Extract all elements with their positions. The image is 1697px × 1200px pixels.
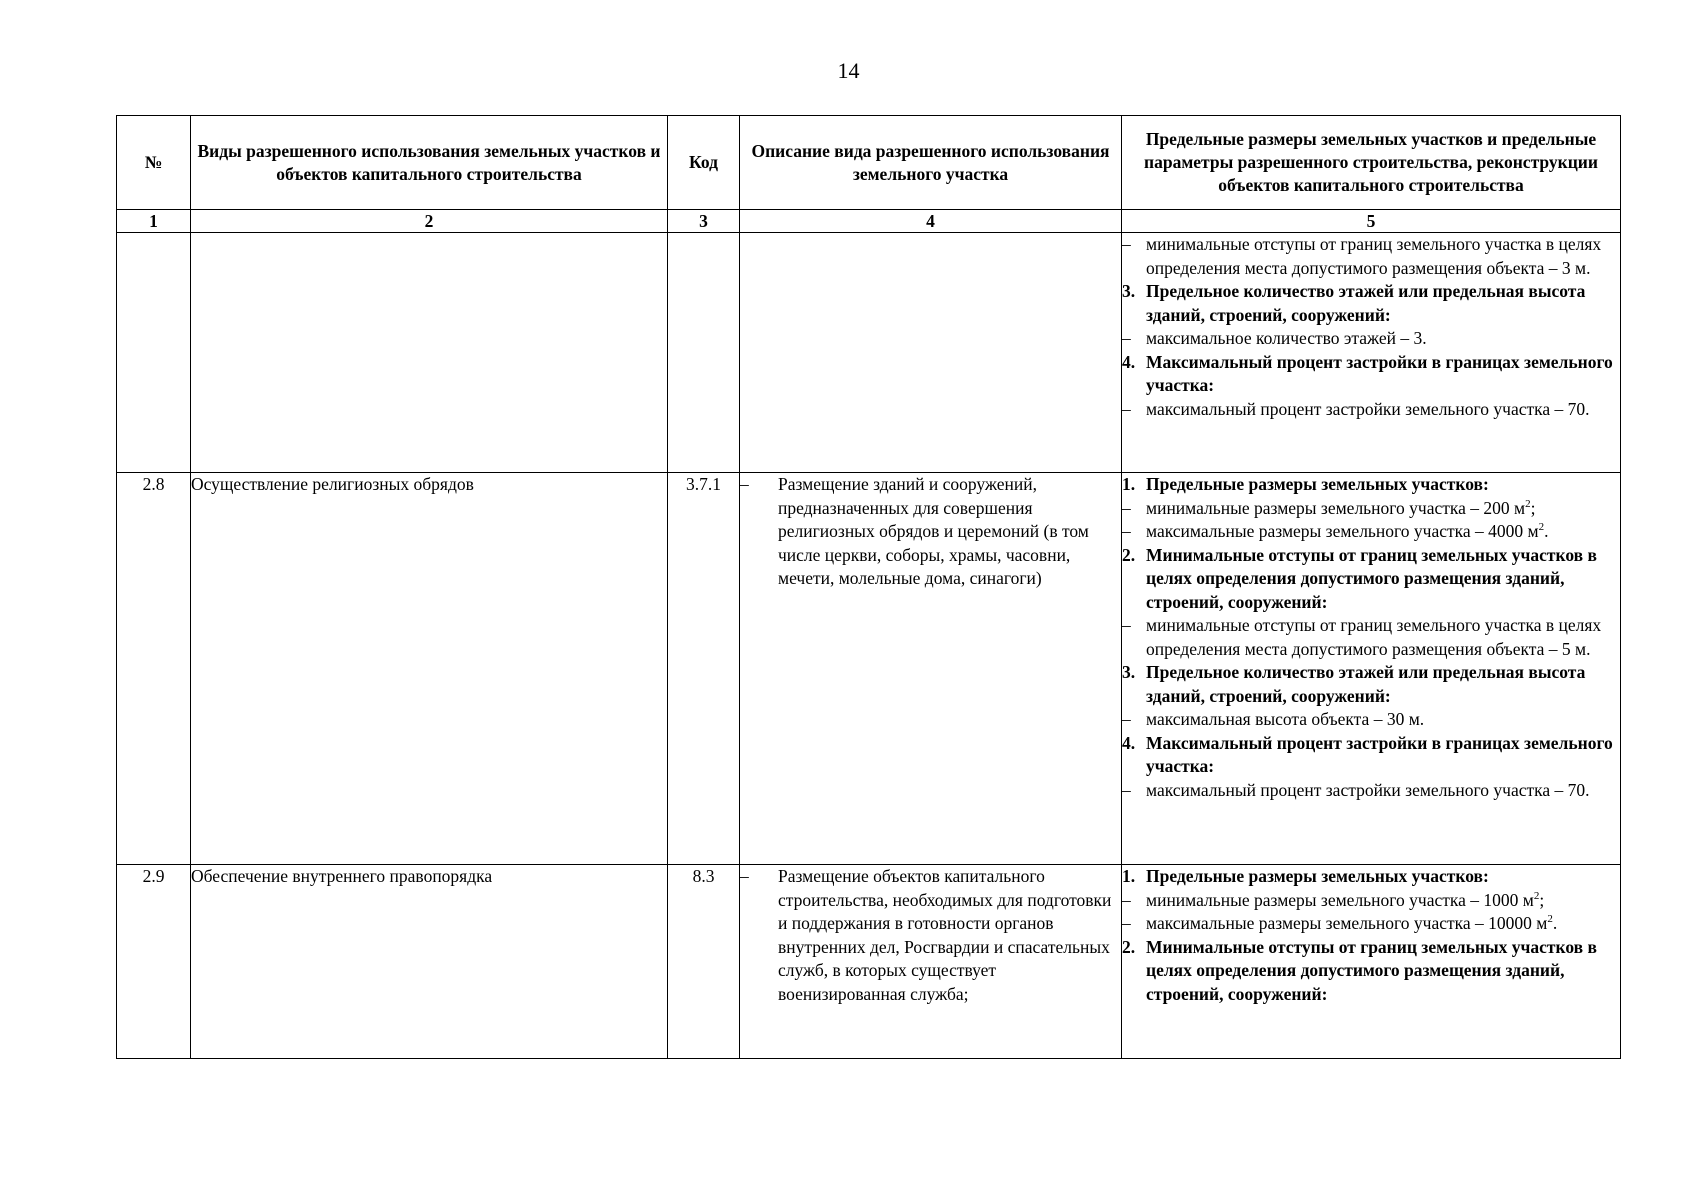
header-description: Описание вида разрешенного использования земельного участка <box>740 116 1122 210</box>
punctuation: ; <box>1539 889 1545 910</box>
parameter-text: Предельные размеры земельных участков: <box>1146 474 1489 494</box>
item-marker: 4. <box>1122 351 1136 372</box>
use-code: 8.3 <box>668 865 740 1059</box>
parameter-text: Предельное количество этажей или предельная высота зданий, строений, сооружений: <box>1146 662 1586 706</box>
parameter-item <box>1122 544 1620 615</box>
parameter-text: Предельные размеры земельных участков: <box>1146 866 1489 886</box>
parameter-item <box>1122 398 1620 422</box>
table-body <box>117 233 1621 1059</box>
parameter-text: максимальная высота объекта – 30 м. <box>1146 709 1425 729</box>
parameter-text: минимальные размеры земельного участка – 1000 м <box>1146 889 1534 910</box>
parameter-item <box>1122 936 1620 1007</box>
parameter-item <box>1122 661 1620 708</box>
superscript: 2 <box>1547 913 1553 925</box>
item-marker: 2. <box>1122 544 1136 565</box>
item-marker: 2. <box>1122 936 1136 957</box>
parameter-text: Предельное количество этажей или предельная высота зданий, строений, сооружений: <box>1146 281 1586 325</box>
parameter-item <box>1122 497 1620 521</box>
table-row <box>117 473 1621 865</box>
item-marker: – <box>1122 779 1131 800</box>
item-marker: – <box>1122 497 1131 518</box>
header-number: № <box>117 116 191 210</box>
parameter-item <box>1122 473 1620 497</box>
superscript: 2 <box>1538 521 1545 533</box>
item-marker: – <box>1122 615 1131 635</box>
parameter-text: Максимальный процент застройки в границах земельного участка: <box>1146 351 1613 395</box>
parameter-text: максимальный процент застройки земельного участка – 70. <box>1146 779 1590 800</box>
punctuation: . <box>1552 913 1558 933</box>
parameter-text: максимальные размеры земельного участка – 4000 м <box>1146 521 1539 541</box>
item-marker: – <box>1122 234 1131 254</box>
parameter-item <box>1122 912 1620 936</box>
table-row <box>117 233 1621 473</box>
superscript: 2 <box>1525 497 1531 510</box>
item-marker: – <box>1122 398 1131 419</box>
dash-marker: – <box>740 866 749 886</box>
item-marker: 4. <box>1122 732 1136 753</box>
row-number <box>117 233 191 473</box>
use-code <box>668 233 740 473</box>
parameter-item <box>1122 732 1620 779</box>
column-number-row <box>117 210 1621 233</box>
parameter-item <box>1122 865 1620 889</box>
column-number: 5 <box>1122 210 1621 233</box>
item-marker: – <box>1122 889 1131 910</box>
row-number: 2.8 <box>117 473 191 865</box>
punctuation: ; <box>1530 497 1536 518</box>
use-type-name: Обеспечение внутреннего правопорядка <box>191 865 668 1059</box>
parameter-text: минимальные отступы от границ земельного участка в целях определения места допустимого размещения объекта – 5 м. <box>1146 615 1602 659</box>
parameter-text: минимальные размеры земельного участка – 200 м <box>1146 497 1526 518</box>
column-number: 2 <box>191 210 668 233</box>
item-marker: 1. <box>1122 866 1136 886</box>
parameter-item <box>1122 280 1620 327</box>
header-row <box>117 116 1621 210</box>
parameter-item <box>1122 233 1620 280</box>
item-marker: – <box>1122 709 1131 729</box>
parameter-text: Минимальные отступы от границ земельных участков в целях определения допустимого размещения зданий, строений, сооружений: <box>1146 936 1597 1004</box>
description-text: Размещение объектов капитального строительства, необходимых для подготовки и поддержания в готовности органов внутренних дел, Росгвардии и спасательных служб, в которых существует военизированная служба; <box>778 866 1112 1004</box>
punctuation: . <box>1544 521 1549 541</box>
header-code: Код <box>668 116 740 210</box>
parameter-item <box>1122 351 1620 398</box>
parameter-item <box>1122 327 1620 351</box>
parameter-text: максимальное количество этажей – 3. <box>1146 328 1427 348</box>
page-number: 14 <box>837 58 860 83</box>
use-description <box>740 865 1122 1059</box>
use-description <box>740 233 1122 473</box>
parameters-cell <box>1122 865 1621 1059</box>
dash-marker: – <box>740 474 749 494</box>
parameter-item <box>1122 708 1620 732</box>
row-number: 2.9 <box>117 865 191 1059</box>
parameter-item <box>1122 520 1620 544</box>
use-type-name: Осуществление религиозных обрядов <box>191 473 668 865</box>
parameter-text: Минимальные отступы от границ земельных участков в целях определения допустимого размещения зданий, строений, сооружений: <box>1146 544 1597 612</box>
item-marker: 3. <box>1122 662 1136 682</box>
item-marker: 3. <box>1122 281 1136 301</box>
column-number: 3 <box>668 210 740 233</box>
parameter-item <box>1122 779 1620 803</box>
use-code: 3.7.1 <box>668 473 740 865</box>
parameters-cell <box>1122 233 1621 473</box>
column-number: 4 <box>740 210 1122 233</box>
item-marker: – <box>1122 521 1131 541</box>
item-marker: – <box>1122 328 1131 348</box>
parameter-text: Максимальный процент застройки в границах земельного участка: <box>1146 732 1613 776</box>
land-use-table <box>116 115 1621 1059</box>
parameter-text: максимальные размеры земельного участка – 10000 м <box>1146 913 1548 933</box>
table-row <box>117 865 1621 1059</box>
parameter-item <box>1122 614 1620 661</box>
parameter-text: минимальные отступы от границ земельного участка в целях определения места допустимого размещения объекта – 3 м. <box>1146 234 1602 278</box>
parameters-cell <box>1122 473 1621 865</box>
use-type-name <box>191 233 668 473</box>
parameter-text: максимальный процент застройки земельного участка – 70. <box>1146 398 1590 419</box>
column-number: 1 <box>117 210 191 233</box>
item-marker: 1. <box>1122 474 1136 494</box>
header-parameters: Предельные размеры земельных участков и предельные параметры разрешенного строительства, реконструкции объектов капитального строительства <box>1122 116 1621 210</box>
description-text: Размещение зданий и сооружений, предназначенных для совершения религиозных обрядов и церемоний (в том числе церкви, соборы, храмы, часовни, мечети, молельные дома, синагоги) <box>778 474 1089 588</box>
superscript: 2 <box>1533 889 1540 902</box>
item-marker: – <box>1122 913 1131 933</box>
parameter-item <box>1122 889 1620 913</box>
use-description <box>740 473 1122 865</box>
header-use-type: Виды разрешенного использования земельных участков и объектов капитального строительства <box>191 116 668 210</box>
